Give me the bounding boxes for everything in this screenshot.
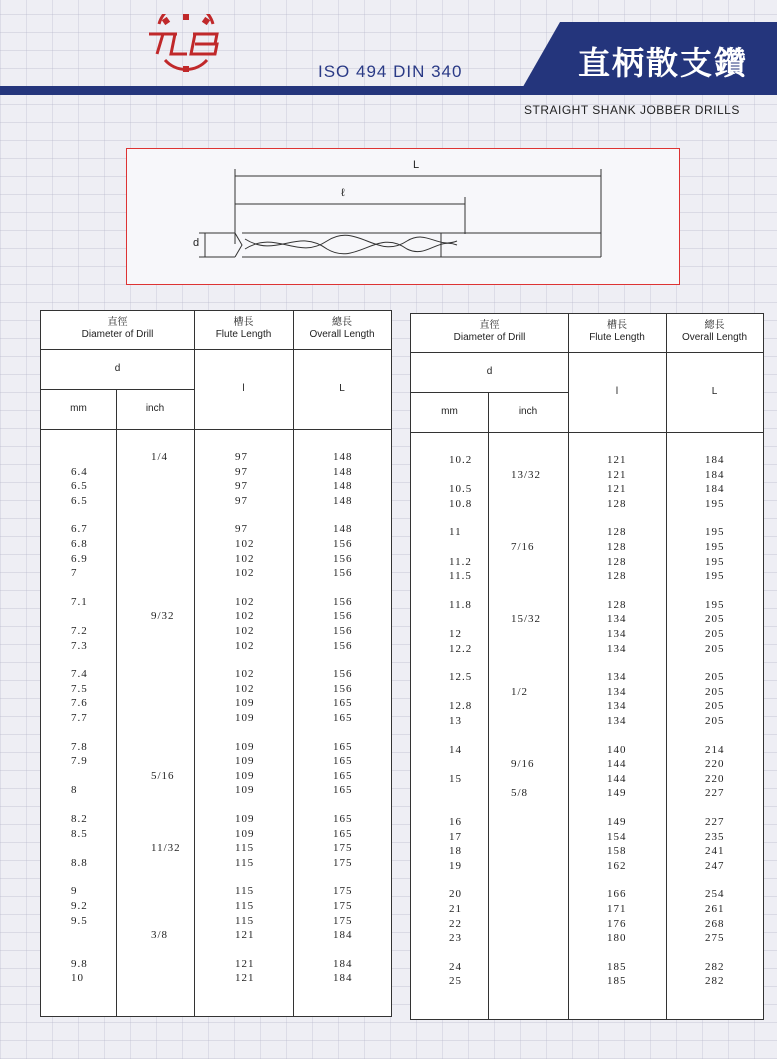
flute-header: 槽長 Flute Length	[215, 317, 272, 340]
overall-cell: 184	[705, 468, 725, 481]
mm-cell: 6.5	[71, 494, 88, 507]
overall-cell: 195	[705, 598, 725, 611]
overall-cell: 156	[333, 595, 353, 608]
mm-cell: 11.8	[449, 598, 472, 611]
overall-cell: 184	[705, 483, 725, 496]
mm-cell: 7.4	[71, 668, 88, 681]
mm-cell: 7.6	[71, 697, 88, 710]
mm-cell: 10.8	[449, 497, 473, 510]
L-header: L	[711, 386, 718, 397]
overall-cell: 205	[705, 671, 725, 684]
mm-cell: 7	[71, 567, 78, 580]
overall-cell: 195	[705, 555, 725, 568]
mm-cell: 6.7	[71, 523, 88, 536]
mm-cell: 10	[71, 972, 84, 985]
mm-cell: 19	[449, 859, 462, 872]
inch-cell: 13/32	[511, 468, 542, 481]
inch-cell: 1/4	[151, 451, 169, 463]
mm-cell: 8	[71, 784, 78, 797]
mm-cell: 16	[449, 816, 462, 828]
flute-cell: 144	[607, 758, 627, 771]
flute-cell: 134	[607, 642, 627, 655]
flute-cell: 109	[235, 784, 255, 797]
flute-cell: 128	[607, 541, 627, 553]
flute-cell: 144	[607, 772, 627, 785]
overall-cell: 175	[333, 856, 353, 869]
overall-cell: 184	[333, 972, 353, 985]
overall-cell: 156	[333, 567, 353, 580]
flute-cell: 109	[235, 712, 255, 724]
flute-cell: 109	[235, 697, 255, 710]
overall-cell: 175	[333, 900, 353, 912]
flute-cell: 115	[235, 885, 255, 898]
flute-cell: 97	[235, 465, 248, 478]
diameter-header: 直徑 Diameter of Drill	[453, 320, 526, 343]
mm-cell: 11.5	[449, 570, 472, 583]
d-header: d	[486, 366, 493, 377]
mm-cell: 8.5	[71, 827, 88, 840]
flute-cell: 97	[235, 480, 248, 493]
overall-cell: 156	[333, 610, 353, 623]
overall-cell: 261	[705, 903, 725, 915]
flute-cell: 121	[235, 972, 255, 985]
flute-cell: 134	[607, 715, 627, 727]
flute-cell: 121	[607, 483, 627, 496]
flute-cell: 102	[235, 668, 255, 681]
flute-cell: 102	[235, 567, 255, 580]
overall-cell: 205	[705, 715, 725, 727]
overall-cell: 220	[705, 758, 725, 771]
flute-cell: 102	[235, 538, 255, 550]
flute-cell: 128	[607, 598, 627, 611]
flute-cell: 109	[235, 740, 255, 753]
mm-header: mm	[441, 406, 458, 417]
diameter-label: d	[193, 237, 200, 249]
drill-diagram	[126, 148, 680, 285]
overall-cell: 205	[705, 613, 725, 626]
overall-cell: 205	[705, 700, 725, 713]
overall-cell: 156	[333, 625, 353, 637]
flute-cell: 97	[235, 494, 248, 507]
flute-cell: 158	[607, 845, 627, 858]
company-logo	[145, 14, 227, 72]
overall-cell: 184	[333, 957, 353, 970]
flute-cell: 154	[607, 830, 627, 843]
overall-cell: 165	[333, 755, 353, 768]
flute-cell: 121	[607, 454, 627, 466]
overall-cell: 195	[705, 526, 725, 539]
overall-header: 總長 Overall Length	[309, 317, 375, 340]
overall-cell: 195	[705, 497, 725, 510]
inch-cell: 5/8	[511, 787, 529, 800]
standards-label: ISO 494 DIN 340	[318, 62, 463, 81]
mm-cell: 9.8	[71, 957, 88, 970]
overall-cell: 214	[705, 743, 725, 756]
flute-cell: 102	[235, 639, 255, 652]
mm-cell: 7.3	[71, 639, 88, 652]
flute-cell: 115	[235, 914, 255, 927]
flute-cell: 128	[607, 570, 627, 583]
mm-cell: 7.9	[71, 755, 88, 768]
flute-cell: 102	[235, 552, 255, 565]
d-header: d	[114, 363, 121, 374]
total-length-label: L	[413, 159, 420, 171]
overall-cell: 148	[333, 523, 353, 536]
mm-cell: 20	[449, 888, 462, 901]
overall-cell: 268	[705, 917, 725, 930]
inch-cell: 3/8	[151, 929, 169, 942]
mm-cell: 18	[449, 845, 462, 858]
mm-cell: 6.4	[71, 465, 88, 478]
drill-drawing	[127, 149, 679, 284]
flute-cell: 140	[607, 743, 627, 756]
mm-cell: 24	[449, 960, 462, 973]
mm-cell: 7.2	[71, 625, 88, 637]
mm-cell: 10.5	[449, 483, 473, 496]
inch-header: inch	[518, 406, 538, 417]
overall-cell: 165	[333, 740, 353, 753]
overall-header: 總長 Overall Length	[681, 320, 748, 343]
inch-cell: 7/16	[511, 541, 535, 553]
mm-cell: 6.5	[71, 480, 88, 493]
overall-cell: 195	[705, 541, 725, 553]
left-spec-table	[40, 310, 392, 1017]
overall-cell: 195	[705, 570, 725, 583]
overall-cell: 165	[333, 697, 353, 710]
flute-cell: 109	[235, 755, 255, 768]
flute-cell: 162	[607, 859, 627, 872]
flute-cell: 109	[235, 813, 255, 825]
overall-cell: 227	[705, 787, 725, 800]
mm-cell: 14	[449, 743, 462, 756]
overall-cell: 165	[333, 827, 353, 840]
flute-cell: 128	[607, 555, 627, 568]
flute-cell: 102	[235, 625, 255, 637]
mm-cell: 15	[449, 772, 462, 785]
overall-cell: 184	[333, 929, 353, 942]
flute-cell: 134	[607, 628, 627, 640]
page-title: 直柄散支鑽	[578, 44, 749, 82]
flute-cell: 134	[607, 685, 627, 698]
diameter-header: 直徑 Diameter of Drill	[81, 317, 154, 340]
mm-cell: 6.9	[71, 552, 88, 565]
mm-cell: 22	[449, 917, 462, 930]
overall-cell: 148	[333, 465, 353, 478]
mm-cell: 11.2	[449, 555, 472, 568]
flute-cell: 166	[607, 888, 627, 901]
flute-cell: 109	[235, 827, 255, 840]
mm-cell: 9.2	[71, 900, 88, 912]
overall-cell: 247	[705, 859, 725, 872]
inch-cell: 15/32	[511, 613, 542, 626]
mm-header: mm	[70, 403, 87, 414]
overall-cell: 220	[705, 772, 725, 785]
mm-cell: 17	[449, 830, 462, 843]
flute-cell: 115	[235, 842, 255, 855]
flute-cell: 134	[607, 671, 627, 684]
overall-cell: 275	[705, 932, 725, 945]
mm-cell: 7.5	[71, 682, 88, 695]
flute-cell: 134	[607, 700, 627, 713]
overall-cell: 205	[705, 628, 725, 640]
overall-cell: 148	[333, 480, 353, 493]
overall-cell: 282	[705, 960, 725, 973]
flute-cell: 185	[607, 960, 627, 973]
flute-cell: 134	[607, 613, 627, 626]
overall-cell: 184	[705, 454, 725, 466]
overall-cell: 175	[333, 914, 353, 927]
flute-cell: 121	[235, 957, 255, 970]
mm-cell: 6.8	[71, 538, 88, 550]
overall-cell: 156	[333, 552, 353, 565]
overall-cell: 227	[705, 816, 725, 828]
flute-cell: 128	[607, 526, 627, 539]
inch-cell: 11/32	[151, 842, 181, 855]
overall-cell: 175	[333, 842, 353, 855]
mm-cell: 7.7	[71, 712, 88, 724]
mm-cell: 7.1	[71, 595, 88, 608]
overall-cell: 165	[333, 813, 353, 825]
mm-cell: 10.2	[449, 454, 473, 466]
flute-cell: 97	[235, 451, 248, 463]
overall-cell: 156	[333, 639, 353, 652]
inch-cell: 9/32	[151, 610, 175, 623]
inch-cell: 5/16	[151, 769, 175, 782]
inch-cell: 9/16	[511, 758, 535, 771]
overall-cell: 235	[705, 830, 725, 843]
flute-header: 槽長 Flute Length	[589, 320, 645, 343]
flute-cell: 97	[235, 523, 248, 536]
mm-cell: 12.8	[449, 700, 473, 713]
l-header: l	[242, 383, 245, 394]
mm-cell: 12	[449, 628, 462, 640]
overall-cell: 148	[333, 451, 353, 463]
overall-cell: 148	[333, 494, 353, 507]
right-spec-table	[410, 313, 764, 1020]
overall-cell: 282	[705, 975, 725, 988]
mm-cell: 8.8	[71, 856, 88, 869]
mm-cell: 25	[449, 975, 462, 988]
overall-cell: 241	[705, 845, 725, 858]
inch-cell: 1/2	[511, 685, 529, 698]
mm-cell: 7.8	[71, 740, 88, 753]
overall-cell: 156	[333, 682, 353, 695]
mm-cell: 9.5	[71, 914, 88, 927]
inch-header: inch	[145, 403, 165, 414]
overall-cell: 165	[333, 712, 353, 724]
mm-cell: 23	[449, 932, 462, 945]
mm-cell: 12.2	[449, 642, 473, 655]
mm-cell: 21	[449, 903, 462, 915]
overall-cell: 254	[705, 888, 725, 901]
overall-cell: 175	[333, 885, 353, 898]
flute-cell: 149	[607, 787, 627, 800]
overall-cell: 205	[705, 642, 725, 655]
overall-cell: 156	[333, 538, 353, 550]
L-header: L	[339, 383, 345, 394]
flute-cell: 102	[235, 610, 255, 623]
overall-cell: 165	[333, 769, 353, 782]
flute-cell: 185	[607, 975, 627, 988]
mm-cell: 9	[71, 885, 78, 898]
flute-cell: 115	[235, 856, 255, 869]
flute-cell: 109	[235, 769, 255, 782]
flute-cell: 102	[235, 595, 255, 608]
flute-cell: 128	[607, 497, 627, 510]
mm-cell: 12.5	[449, 671, 473, 684]
overall-cell: 205	[705, 685, 725, 698]
flute-cell: 176	[607, 917, 627, 930]
flute-cell: 121	[607, 468, 627, 481]
mm-cell: 8.2	[71, 813, 88, 825]
l-header: l	[615, 386, 619, 397]
mm-cell: 13	[449, 715, 462, 727]
overall-cell: 165	[333, 784, 353, 797]
page-subtitle: STRAIGHT SHANK JOBBER DRILLS	[524, 103, 740, 117]
flute-cell: 180	[607, 932, 627, 945]
overall-cell: 156	[333, 668, 353, 681]
flute-length-label: ℓ	[341, 187, 345, 199]
flute-cell: 121	[235, 929, 255, 942]
flute-cell: 115	[235, 900, 255, 912]
flute-cell: 171	[607, 903, 627, 915]
flute-cell: 102	[235, 682, 255, 695]
mm-cell: 11	[449, 526, 462, 539]
flute-cell: 149	[607, 816, 627, 828]
